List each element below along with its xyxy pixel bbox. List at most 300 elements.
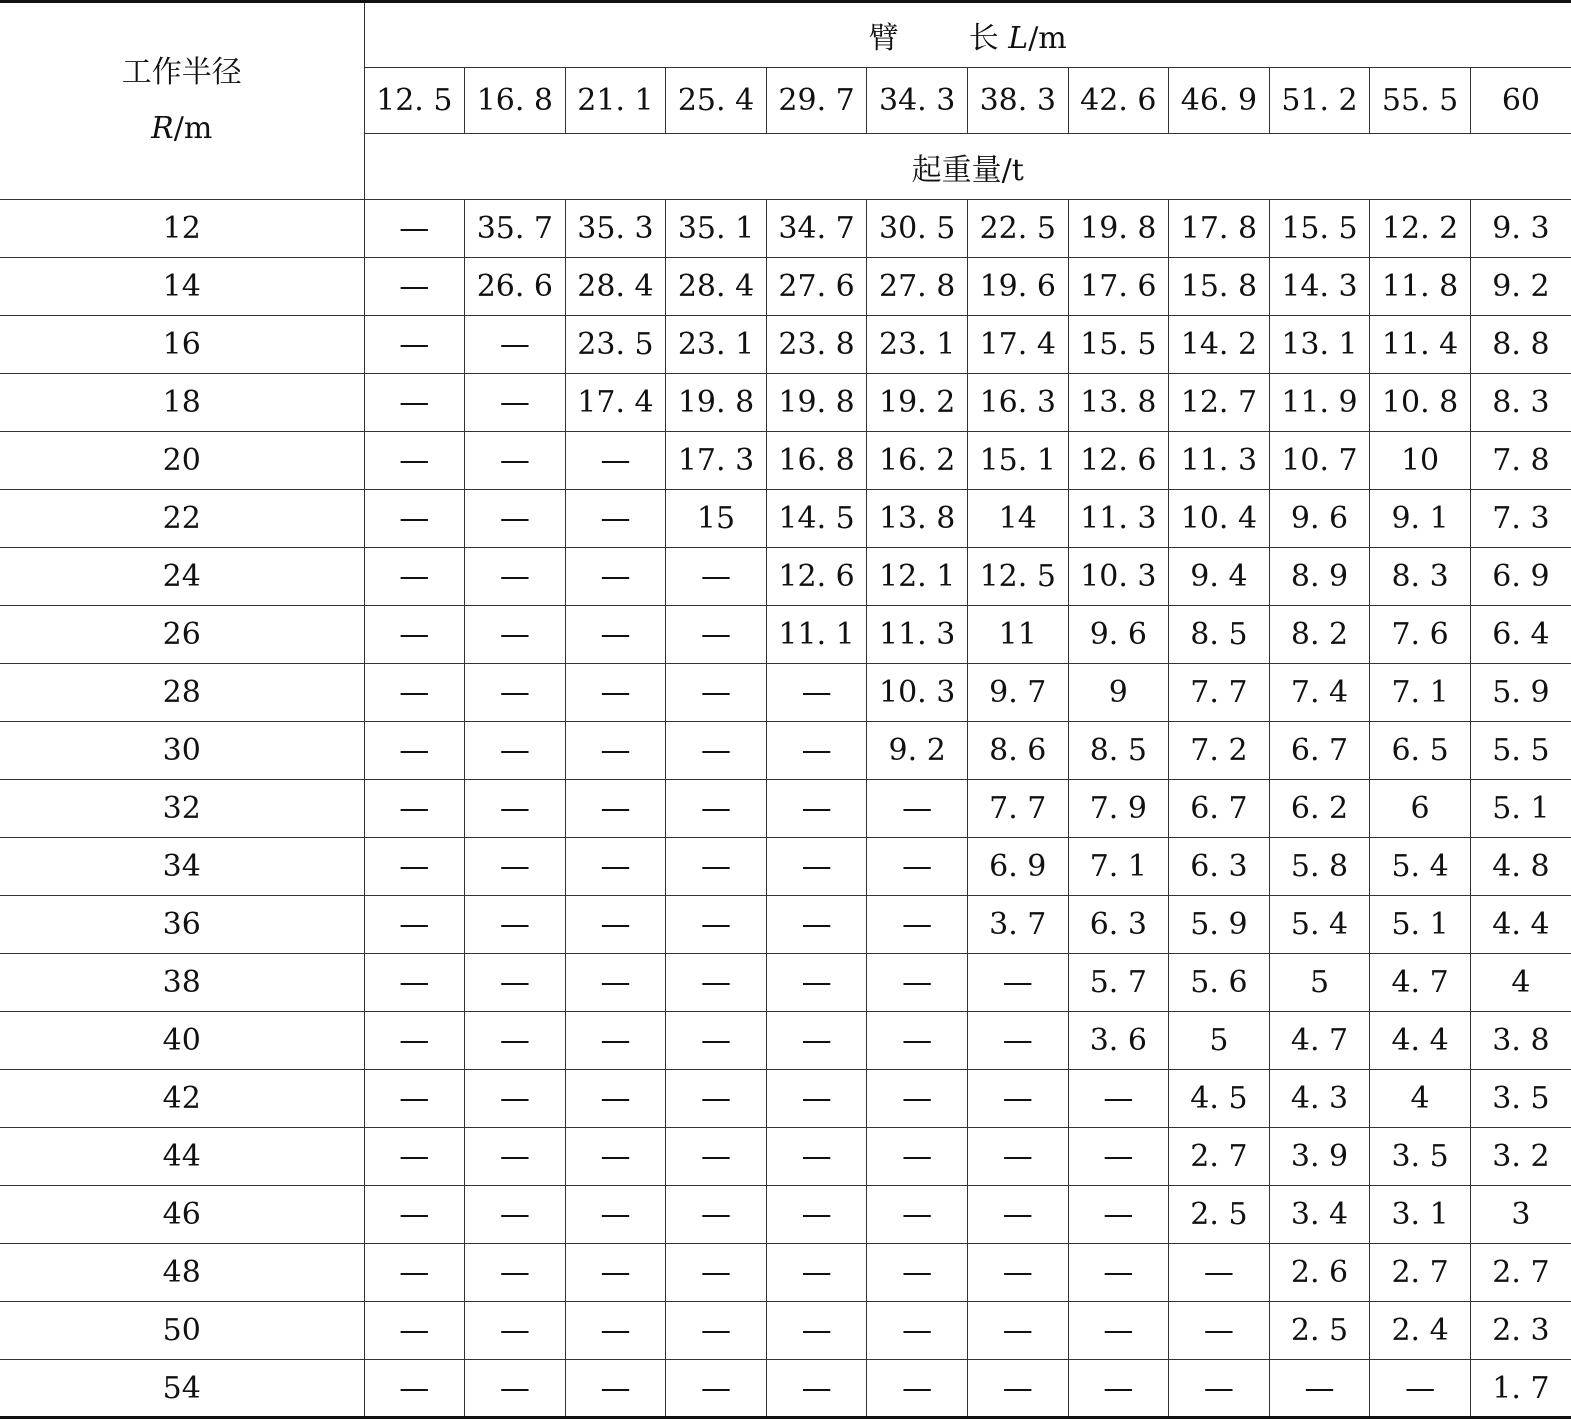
capacity-cell: — [1169, 1244, 1270, 1302]
capacity-cell: 10. 3 [867, 664, 968, 722]
capacity-cell: — [465, 896, 566, 954]
capacity-cell: 2. 3 [1470, 1302, 1571, 1360]
radius-cell: 28 [0, 664, 364, 722]
table-row [0, 1128, 1571, 1186]
capacity-cell: — [565, 548, 666, 606]
capacity-cell: — [364, 1128, 465, 1186]
radius-cell: 30 [0, 722, 364, 780]
capacity-cell: — [465, 1128, 566, 1186]
capacity-cell: 3. 8 [1470, 1012, 1571, 1070]
capacity-cell: — [1068, 1186, 1169, 1244]
capacity-cell: — [766, 722, 867, 780]
radius-cell: 50 [0, 1302, 364, 1360]
capacity-cell: 23. 8 [766, 316, 867, 374]
radius-cell: 34 [0, 838, 364, 896]
capacity-cell: — [565, 954, 666, 1012]
capacity-cell: — [1068, 1360, 1169, 1418]
capacity-cell: 28. 4 [565, 258, 666, 316]
capacity-cell: 7. 1 [1068, 838, 1169, 896]
capacity-cell: 5 [1269, 954, 1370, 1012]
capacity-cell: 15. 5 [1269, 200, 1370, 258]
capacity-cell: 14 [967, 490, 1068, 548]
radius-cell: 48 [0, 1244, 364, 1302]
capacity-cell: — [967, 954, 1068, 1012]
capacity-cell: — [465, 548, 566, 606]
capacity-cell: — [666, 1128, 767, 1186]
capacity-cell: — [565, 606, 666, 664]
capacity-cell: 10. 7 [1269, 432, 1370, 490]
table-row [0, 1302, 1571, 1360]
capacity-cell: 3. 9 [1269, 1128, 1370, 1186]
capacity-cell: 12. 7 [1169, 374, 1270, 432]
capacity-cell: 9. 2 [1470, 258, 1571, 316]
capacity-cell: — [867, 1012, 968, 1070]
boom-length-cell: 12. 5 [364, 68, 465, 134]
capacity-cell: 22. 5 [967, 200, 1068, 258]
capacity-cell: — [666, 954, 767, 1012]
capacity-cell: — [465, 1302, 566, 1360]
capacity-cell: — [364, 1012, 465, 1070]
capacity-cell: 6. 5 [1370, 722, 1471, 780]
capacity-cell: 23. 1 [867, 316, 968, 374]
radius-cell: 26 [0, 606, 364, 664]
capacity-cell: 3. 1 [1370, 1186, 1471, 1244]
capacity-cell: 17. 8 [1169, 200, 1270, 258]
capacity-cell: — [666, 838, 767, 896]
capacity-cell: — [867, 1128, 968, 1186]
capacity-cell: 27. 6 [766, 258, 867, 316]
capacity-cell: 5. 8 [1269, 838, 1370, 896]
capacity-cell: 26. 6 [465, 258, 566, 316]
capacity-cell: 3. 2 [1470, 1128, 1571, 1186]
capacity-cell: — [1068, 1302, 1169, 1360]
boom-length-cell: 51. 2 [1269, 68, 1370, 134]
table-row [0, 838, 1571, 896]
capacity-cell: 4. 7 [1269, 1012, 1370, 1070]
capacity-cell: 7. 9 [1068, 780, 1169, 838]
radius-cell: 22 [0, 490, 364, 548]
boom-length-cell: 55. 5 [1370, 68, 1471, 134]
table-row [0, 1360, 1571, 1418]
capacity-cell: 14. 3 [1269, 258, 1370, 316]
capacity-cell: 4. 5 [1169, 1070, 1270, 1128]
boom-header-label-a: 臂 [868, 21, 899, 56]
capacity-cell: — [666, 1186, 767, 1244]
header-row-boom [0, 2, 1571, 68]
capacity-cell: 34. 7 [766, 200, 867, 258]
capacity-cell: — [1068, 1244, 1169, 1302]
capacity-cell: 16. 2 [867, 432, 968, 490]
capacity-cell: — [364, 490, 465, 548]
capacity-cell: 2. 7 [1169, 1128, 1270, 1186]
capacity-cell: — [867, 954, 968, 1012]
capacity-cell: 9. 3 [1470, 200, 1571, 258]
capacity-cell: 10. 4 [1169, 490, 1270, 548]
table-row [0, 664, 1571, 722]
capacity-cell: — [364, 838, 465, 896]
capacity-cell: 14. 5 [766, 490, 867, 548]
boom-length-cell: 29. 7 [766, 68, 867, 134]
capacity-cell: — [565, 722, 666, 780]
capacity-cell: — [867, 1070, 968, 1128]
capacity-cell: — [766, 1302, 867, 1360]
boom-length-cell: 46. 9 [1169, 68, 1270, 134]
capacity-cell: — [666, 606, 767, 664]
capacity-cell: 12. 1 [867, 548, 968, 606]
capacity-cell: — [666, 548, 767, 606]
capacity-cell: 15 [666, 490, 767, 548]
capacity-cell: — [1169, 1302, 1270, 1360]
capacity-cell: — [364, 1244, 465, 1302]
boom-symbol: L [1008, 21, 1029, 56]
boom-length-header [364, 2, 1571, 68]
capacity-cell: 8. 5 [1169, 606, 1270, 664]
capacity-cell: — [465, 490, 566, 548]
capacity-cell: 7. 4 [1269, 664, 1370, 722]
capacity-cell: — [867, 1360, 968, 1418]
capacity-cell: 4. 3 [1269, 1070, 1370, 1128]
capacity-cell: 17. 4 [967, 316, 1068, 374]
table-row [0, 490, 1571, 548]
table-row [0, 258, 1571, 316]
boom-length-cell: 42. 6 [1068, 68, 1169, 134]
radius-cell: 42 [0, 1070, 364, 1128]
capacity-cell: 14. 2 [1169, 316, 1270, 374]
capacity-cell: 7. 7 [1169, 664, 1270, 722]
table-row [0, 1186, 1571, 1244]
capacity-cell: — [867, 896, 968, 954]
table-row [0, 200, 1571, 258]
capacity-cell: 4 [1470, 954, 1571, 1012]
capacity-cell: 8. 9 [1269, 548, 1370, 606]
capacity-cell: 2. 7 [1370, 1244, 1471, 1302]
capacity-cell: — [967, 1302, 1068, 1360]
capacity-cell: — [565, 1186, 666, 1244]
capacity-cell: — [364, 1302, 465, 1360]
capacity-cell: 6. 2 [1269, 780, 1370, 838]
capacity-cell: 5 [1169, 1012, 1270, 1070]
capacity-cell: 13. 8 [1068, 374, 1169, 432]
capacity-cell: — [565, 1360, 666, 1418]
capacity-cell: — [867, 1186, 968, 1244]
capacity-cell: — [364, 316, 465, 374]
boom-length-cell: 16. 8 [465, 68, 566, 134]
capacity-cell: — [364, 780, 465, 838]
capacity-cell: — [565, 1012, 666, 1070]
table-row [0, 780, 1571, 838]
capacity-cell: 17. 6 [1068, 258, 1169, 316]
capacity-cell: — [465, 1186, 566, 1244]
radius-cell: 44 [0, 1128, 364, 1186]
capacity-cell: — [364, 722, 465, 780]
capacity-cell: — [565, 1128, 666, 1186]
capacity-cell: 19. 6 [967, 258, 1068, 316]
capacity-cell: — [1269, 1360, 1370, 1418]
capacity-cell: 13. 1 [1269, 316, 1370, 374]
capacity-cell: 11. 8 [1370, 258, 1471, 316]
capacity-cell: 11. 3 [1068, 490, 1169, 548]
capacity-cell: 6. 9 [1470, 548, 1571, 606]
table-row [0, 1012, 1571, 1070]
capacity-cell: 5. 6 [1169, 954, 1270, 1012]
capacity-cell: — [766, 664, 867, 722]
capacity-cell: — [766, 780, 867, 838]
capacity-cell: 3. 7 [967, 896, 1068, 954]
capacity-cell: — [967, 1186, 1068, 1244]
capacity-cell: — [565, 664, 666, 722]
capacity-cell: 4 [1370, 1070, 1471, 1128]
capacity-cell: — [1370, 1360, 1471, 1418]
capacity-cell: 8. 3 [1370, 548, 1471, 606]
capacity-cell: 6. 7 [1169, 780, 1270, 838]
capacity-cell: — [565, 1302, 666, 1360]
capacity-cell: 11. 9 [1269, 374, 1370, 432]
capacity-cell: 2. 6 [1269, 1244, 1370, 1302]
capacity-cell: 3. 5 [1370, 1128, 1471, 1186]
capacity-cell: 7. 6 [1370, 606, 1471, 664]
capacity-cell: 5. 1 [1470, 780, 1571, 838]
capacity-cell: — [364, 258, 465, 316]
capacity-cell: 23. 1 [666, 316, 767, 374]
capacity-cell: — [364, 1186, 465, 1244]
capacity-cell: 1. 7 [1470, 1360, 1571, 1418]
capacity-cell: 12. 6 [1068, 432, 1169, 490]
capacity-cell: 6. 4 [1470, 606, 1571, 664]
capacity-cell: 7. 8 [1470, 432, 1571, 490]
capacity-cell: 8. 5 [1068, 722, 1169, 780]
capacity-cell: 9. 7 [967, 664, 1068, 722]
capacity-cell: — [666, 664, 767, 722]
capacity-cell: 11. 3 [867, 606, 968, 664]
capacity-cell: 15. 1 [967, 432, 1068, 490]
capacity-cell: 9. 6 [1269, 490, 1370, 548]
boom-length-cell: 38. 3 [967, 68, 1068, 134]
table-row [0, 896, 1571, 954]
table-row [0, 374, 1571, 432]
radius-cell: 20 [0, 432, 364, 490]
capacity-cell: — [465, 1070, 566, 1128]
boom-header-label-b: 长 [968, 21, 999, 56]
capacity-cell: — [1169, 1360, 1270, 1418]
capacity-cell: 17. 4 [565, 374, 666, 432]
capacity-cell: — [364, 954, 465, 1012]
capacity-cell: 16. 3 [967, 374, 1068, 432]
radius-cell: 18 [0, 374, 364, 432]
capacity-cell: — [364, 432, 465, 490]
capacity-cell: 16. 8 [766, 432, 867, 490]
capacity-cell: — [465, 374, 566, 432]
capacity-cell: 8. 6 [967, 722, 1068, 780]
capacity-cell: — [967, 1070, 1068, 1128]
capacity-cell: 2. 5 [1169, 1186, 1270, 1244]
capacity-cell: — [465, 722, 566, 780]
radius-cell: 32 [0, 780, 364, 838]
capacity-cell: — [565, 1070, 666, 1128]
capacity-cell: 2. 7 [1470, 1244, 1571, 1302]
capacity-cell: 10. 3 [1068, 548, 1169, 606]
radius-header-label: 工作半径 [121, 55, 242, 90]
capacity-cell: — [867, 838, 968, 896]
radius-cell: 40 [0, 1012, 364, 1070]
capacity-cell: 3. 5 [1470, 1070, 1571, 1128]
capacity-cell: — [364, 374, 465, 432]
capacity-cell: — [1068, 1128, 1169, 1186]
capacity-cell: — [364, 606, 465, 664]
capacity-cell: 6. 3 [1068, 896, 1169, 954]
table-row [0, 606, 1571, 664]
capacity-cell: — [465, 664, 566, 722]
capacity-cell: 30. 5 [867, 200, 968, 258]
capacity-cell: 12. 5 [967, 548, 1068, 606]
capacity-cell: — [565, 490, 666, 548]
capacity-cell: 8. 3 [1470, 374, 1571, 432]
capacity-cell: — [465, 316, 566, 374]
capacity-cell: 9. 4 [1169, 548, 1270, 606]
capacity-cell: 11. 3 [1169, 432, 1270, 490]
capacity-cell: — [364, 548, 465, 606]
capacity-cell: 6 [1370, 780, 1471, 838]
boom-length-cell: 21. 1 [565, 68, 666, 134]
capacity-cell: — [666, 1070, 767, 1128]
capacity-cell: — [766, 896, 867, 954]
capacity-cell: 4. 4 [1370, 1012, 1471, 1070]
capacity-cell: — [465, 606, 566, 664]
capacity-cell: 2. 4 [1370, 1302, 1471, 1360]
capacity-cell: — [766, 1186, 867, 1244]
capacity-cell: 9. 2 [867, 722, 968, 780]
capacity-cell: 3 [1470, 1186, 1571, 1244]
capacity-cell: 3. 4 [1269, 1186, 1370, 1244]
capacity-cell: — [364, 896, 465, 954]
capacity-cell: 7. 7 [967, 780, 1068, 838]
capacity-cell: — [766, 1070, 867, 1128]
radius-cell: 14 [0, 258, 364, 316]
capacity-cell: 19. 8 [666, 374, 767, 432]
radius-cell: 46 [0, 1186, 364, 1244]
radius-cell: 36 [0, 896, 364, 954]
capacity-cell: — [364, 1360, 465, 1418]
capacity-cell: — [565, 896, 666, 954]
capacity-cell: 23. 5 [565, 316, 666, 374]
capacity-cell: — [766, 1360, 867, 1418]
capacity-cell: 35. 7 [465, 200, 566, 258]
capacity-cell: 5. 5 [1470, 722, 1571, 780]
capacity-cell: — [867, 1244, 968, 1302]
capacity-cell: 10 [1370, 432, 1471, 490]
capacity-cell: 9 [1068, 664, 1169, 722]
capacity-cell: 28. 4 [666, 258, 767, 316]
capacity-cell: 4. 7 [1370, 954, 1471, 1012]
capacity-cell: — [967, 1360, 1068, 1418]
capacity-cell: 11. 1 [766, 606, 867, 664]
capacity-cell: — [565, 432, 666, 490]
boom-length-cell: 60 [1470, 68, 1571, 134]
table-row [0, 548, 1571, 606]
capacity-cell: — [766, 838, 867, 896]
capacity-cell: 4. 4 [1470, 896, 1571, 954]
capacity-cell: — [1068, 1070, 1169, 1128]
capacity-cell: — [565, 780, 666, 838]
capacity-cell: — [766, 1128, 867, 1186]
table-row [0, 316, 1571, 374]
capacity-cell: 5. 9 [1169, 896, 1270, 954]
capacity-cell: 19. 8 [766, 374, 867, 432]
capacity-cell: — [666, 780, 767, 838]
capacity-cell: — [867, 780, 968, 838]
table-body [0, 200, 1571, 1418]
capacity-cell: — [565, 838, 666, 896]
capacity-cell: 6. 3 [1169, 838, 1270, 896]
capacity-cell: — [666, 1302, 767, 1360]
boom-length-cell: 34. 3 [867, 68, 968, 134]
capacity-cell: 19. 8 [1068, 200, 1169, 258]
capacity-cell: — [666, 1244, 767, 1302]
radius-cell: 24 [0, 548, 364, 606]
radius-cell: 54 [0, 1360, 364, 1418]
capacity-cell: 9. 1 [1370, 490, 1471, 548]
capacity-cell: 2. 5 [1269, 1302, 1370, 1360]
radius-header-unit [0, 101, 364, 157]
capacity-cell: — [867, 1302, 968, 1360]
capacity-cell: 5. 1 [1370, 896, 1471, 954]
radius-cell: 16 [0, 316, 364, 374]
capacity-cell: 11. 4 [1370, 316, 1471, 374]
capacity-cell: 7. 2 [1169, 722, 1270, 780]
capacity-cell: — [364, 200, 465, 258]
capacity-cell: — [766, 954, 867, 1012]
capacity-cell: 19. 2 [867, 374, 968, 432]
capacity-cell: — [465, 1244, 566, 1302]
capacity-cell: 7. 1 [1370, 664, 1471, 722]
capacity-cell: 15. 5 [1068, 316, 1169, 374]
radius-unit: /m [173, 111, 213, 146]
capacity-cell: — [364, 664, 465, 722]
table-row [0, 1070, 1571, 1128]
table-row [0, 432, 1571, 490]
capacity-cell: — [967, 1012, 1068, 1070]
table-row [0, 954, 1571, 1012]
capacity-cell: 9. 6 [1068, 606, 1169, 664]
capacity-cell: 27. 8 [867, 258, 968, 316]
capacity-cell: 10. 8 [1370, 374, 1471, 432]
boom-length-cell: 25. 4 [666, 68, 767, 134]
capacity-cell: 12. 6 [766, 548, 867, 606]
radius-cell: 38 [0, 954, 364, 1012]
capacity-cell: — [766, 1012, 867, 1070]
boom-unit: /m [1028, 21, 1067, 56]
capacity-cell: — [465, 838, 566, 896]
capacity-cell: — [565, 1244, 666, 1302]
capacity-cell: 35. 1 [666, 200, 767, 258]
capacity-cell: — [666, 896, 767, 954]
radius-cell: 12 [0, 200, 364, 258]
capacity-cell: 6. 9 [967, 838, 1068, 896]
capacity-cell: 8. 8 [1470, 316, 1571, 374]
capacity-cell: — [465, 432, 566, 490]
capacity-cell: — [465, 1012, 566, 1070]
capacity-cell: — [465, 780, 566, 838]
capacity-header: 起重量/t [364, 134, 1571, 200]
capacity-cell: 5. 9 [1470, 664, 1571, 722]
radius-symbol: R [151, 111, 174, 146]
capacity-cell: 4. 8 [1470, 838, 1571, 896]
capacity-cell: — [364, 1070, 465, 1128]
capacity-cell: 15. 8 [1169, 258, 1270, 316]
capacity-cell: 8. 2 [1269, 606, 1370, 664]
table-row [0, 1244, 1571, 1302]
capacity-cell: 17. 3 [666, 432, 767, 490]
capacity-cell: 7. 3 [1470, 490, 1571, 548]
